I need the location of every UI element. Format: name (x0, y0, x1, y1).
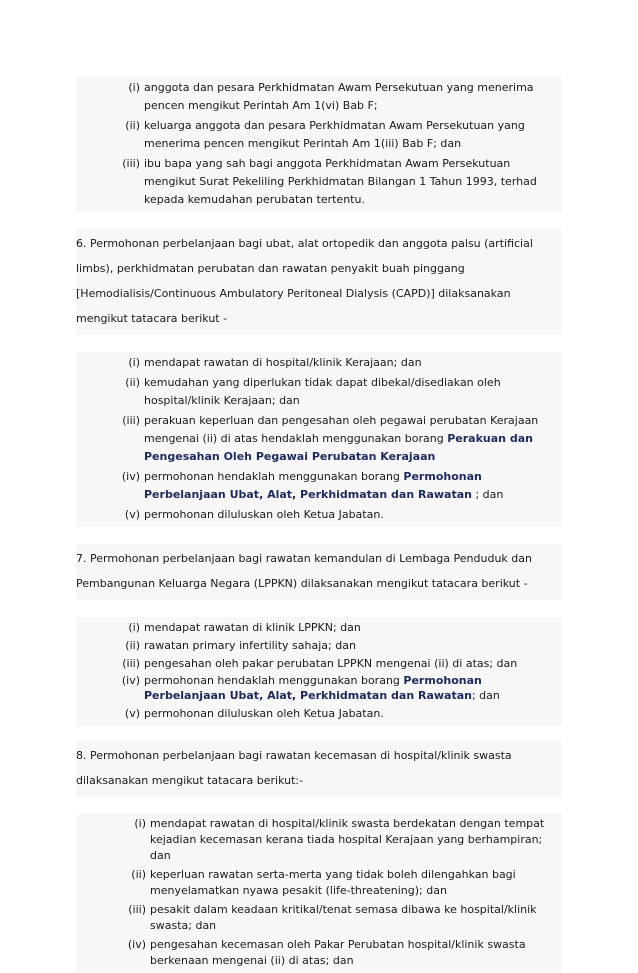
list-item-number: (i) (128, 621, 140, 634)
list-item-text (144, 468, 562, 504)
list-item-number: (iii) (122, 157, 140, 170)
list-item-number: (ii) (125, 119, 140, 132)
list-item-number: (ii) (125, 639, 140, 652)
paragraph-6: 6. Permohonan perbelanjaan bagi ubat, alat ortopedik dan anggota palsu (artificial limbs), perkhidmatan perubatan dan rawatan penyakit buah pinggang [Hemodialisis/Continuous Ambulatory Peritoneal Dialysis (CAPD)] dilaksanakan mengikut tatacara berikut - (76, 229, 562, 336)
list-item-text (144, 412, 562, 466)
list-item-number: (iv) (121, 470, 140, 483)
document-page (76, 77, 562, 973)
list-item-number: (iv) (127, 938, 146, 951)
list-item-text: pesakit dalam keadaan kritikal/tenat semasa dibawa ke hospital/klinik swasta; dan (150, 903, 537, 932)
list-item-text: keluarga anggota dan pesara Perkhidmatan Awam Persekutuan yang menerima pencen mengikut Perintah Am 1(iii) Bab F; dan (144, 119, 525, 150)
list-item (116, 902, 562, 934)
list-item-text: pengesahan kecemasan oleh Pakar Perubatan hospital/klinik swasta berkenaan mengenai (ii) di atas; dan (150, 938, 526, 967)
list-item-number: (iii) (122, 657, 140, 670)
list-item (108, 374, 562, 410)
paragraph-8: 8. Permohonan perbelanjaan bagi rawatan kecemasan di hospital/klinik swasta dilaksanakan mengikut tatacara berikut:- (76, 741, 562, 798)
list-item (108, 412, 562, 466)
list-item-number: (ii) (125, 376, 140, 389)
list-item (108, 655, 562, 673)
paragraph-7: 7. Permohonan perbelanjaan bagi rawatan kemandulan di Lembaga Penduduk dan Pembangunan Keluarga Negara (LPPKN) dilaksanakan mengikut tatacara berikut - (76, 544, 562, 601)
list-item-number: (ii) (131, 868, 146, 881)
section-8-list (76, 814, 562, 973)
list-item (108, 354, 562, 372)
list-item (108, 637, 562, 655)
list-item-text-suffix: ; dan (471, 488, 504, 501)
list-item-text-prefix: permohonan hendaklah menggunakan borang (144, 470, 404, 483)
form-name-permohonan: Permohonan Perbelanjaan Ubat, Alat, Perkhidmatan dan Rawatan (144, 470, 482, 501)
list-item-text: permohonan diluluskan oleh Ketua Jabatan. (144, 707, 384, 720)
list-item-text: anggota dan pesara Perkhidmatan Awam Persekutuan yang menerima pencen mengikut Perintah Am 1(vi) Bab F; (144, 81, 534, 112)
list-item-number: (v) (124, 707, 140, 720)
list-item (116, 117, 562, 153)
form-name-permohonan: Permohonan Perbelanjaan Ubat, Alat, Perkhidmatan dan Rawatan (144, 674, 482, 702)
list-item (116, 816, 562, 864)
eligibility-list (76, 77, 562, 213)
list-item (108, 673, 562, 703)
list-item-number: (iii) (122, 414, 140, 427)
list-item-text: mendapat rawatan di hospital/klinik Kerajaan; dan (144, 356, 422, 369)
list-item-number: (i) (128, 81, 140, 94)
list-item (116, 155, 562, 209)
list-item-text-prefix: permohonan hendaklah menggunakan borang (144, 674, 404, 687)
list-item-text: mendapat rawatan di hospital/klinik swasta berdekatan dengan tempat kejadian kecemasan kerana tiada hospital Kerajaan yang berhampiran; dan (150, 817, 545, 862)
section-6-list (76, 352, 562, 528)
list-item-text-suffix: ; dan (471, 689, 500, 702)
list-item (108, 705, 562, 723)
list-item-text: ibu bapa yang sah bagi anggota Perkhidmatan Awam Persekutuan mengikut Surat Pekeliling Perkhidmatan Bilangan 1 Tahun 1993, terhad kepada kemudahan perubatan tertentu. (144, 157, 537, 206)
section-7-list (76, 617, 562, 727)
list-item-text: pengesahan oleh pakar perubatan LPPKN mengenai (ii) di atas; dan (144, 657, 518, 670)
list-item (116, 937, 562, 969)
list-item (116, 867, 562, 899)
list-item-text: mendapat rawatan di klinik LPPKN; dan (144, 621, 361, 634)
list-item-text: rawatan primary infertility sahaja; dan (144, 639, 356, 652)
list-item (108, 619, 562, 637)
list-item-text: kemudahan yang diperlukan tidak dapat dibekal/disediakan oleh hospital/klinik Kerajaan; dan (144, 376, 501, 407)
form-name-perakuan: Perakuan dan Pengesahan Oleh Pegawai Perubatan Kerajaan (144, 432, 533, 463)
list-item-text (144, 673, 562, 703)
list-item-number: (v) (124, 508, 140, 521)
list-item-number: (i) (134, 817, 146, 830)
list-item (108, 468, 562, 504)
list-item-number: (i) (128, 356, 140, 369)
list-item (116, 79, 562, 115)
list-item-number: (iii) (128, 903, 146, 916)
list-item-text: permohonan diluluskan oleh Ketua Jabatan. (144, 508, 384, 521)
list-item-number: (iv) (121, 674, 140, 687)
list-item-text: keperluan rawatan serta-merta yang tidak boleh dilengahkan bagi menyelamatkan nyawa pesakit (life-threatening); dan (150, 868, 516, 897)
list-item (108, 506, 562, 524)
list-item-text-prefix: perakuan keperluan dan pengesahan oleh pegawai perubatan Kerajaan mengenai (ii) di atas hendaklah menggunakan borang (144, 414, 539, 445)
